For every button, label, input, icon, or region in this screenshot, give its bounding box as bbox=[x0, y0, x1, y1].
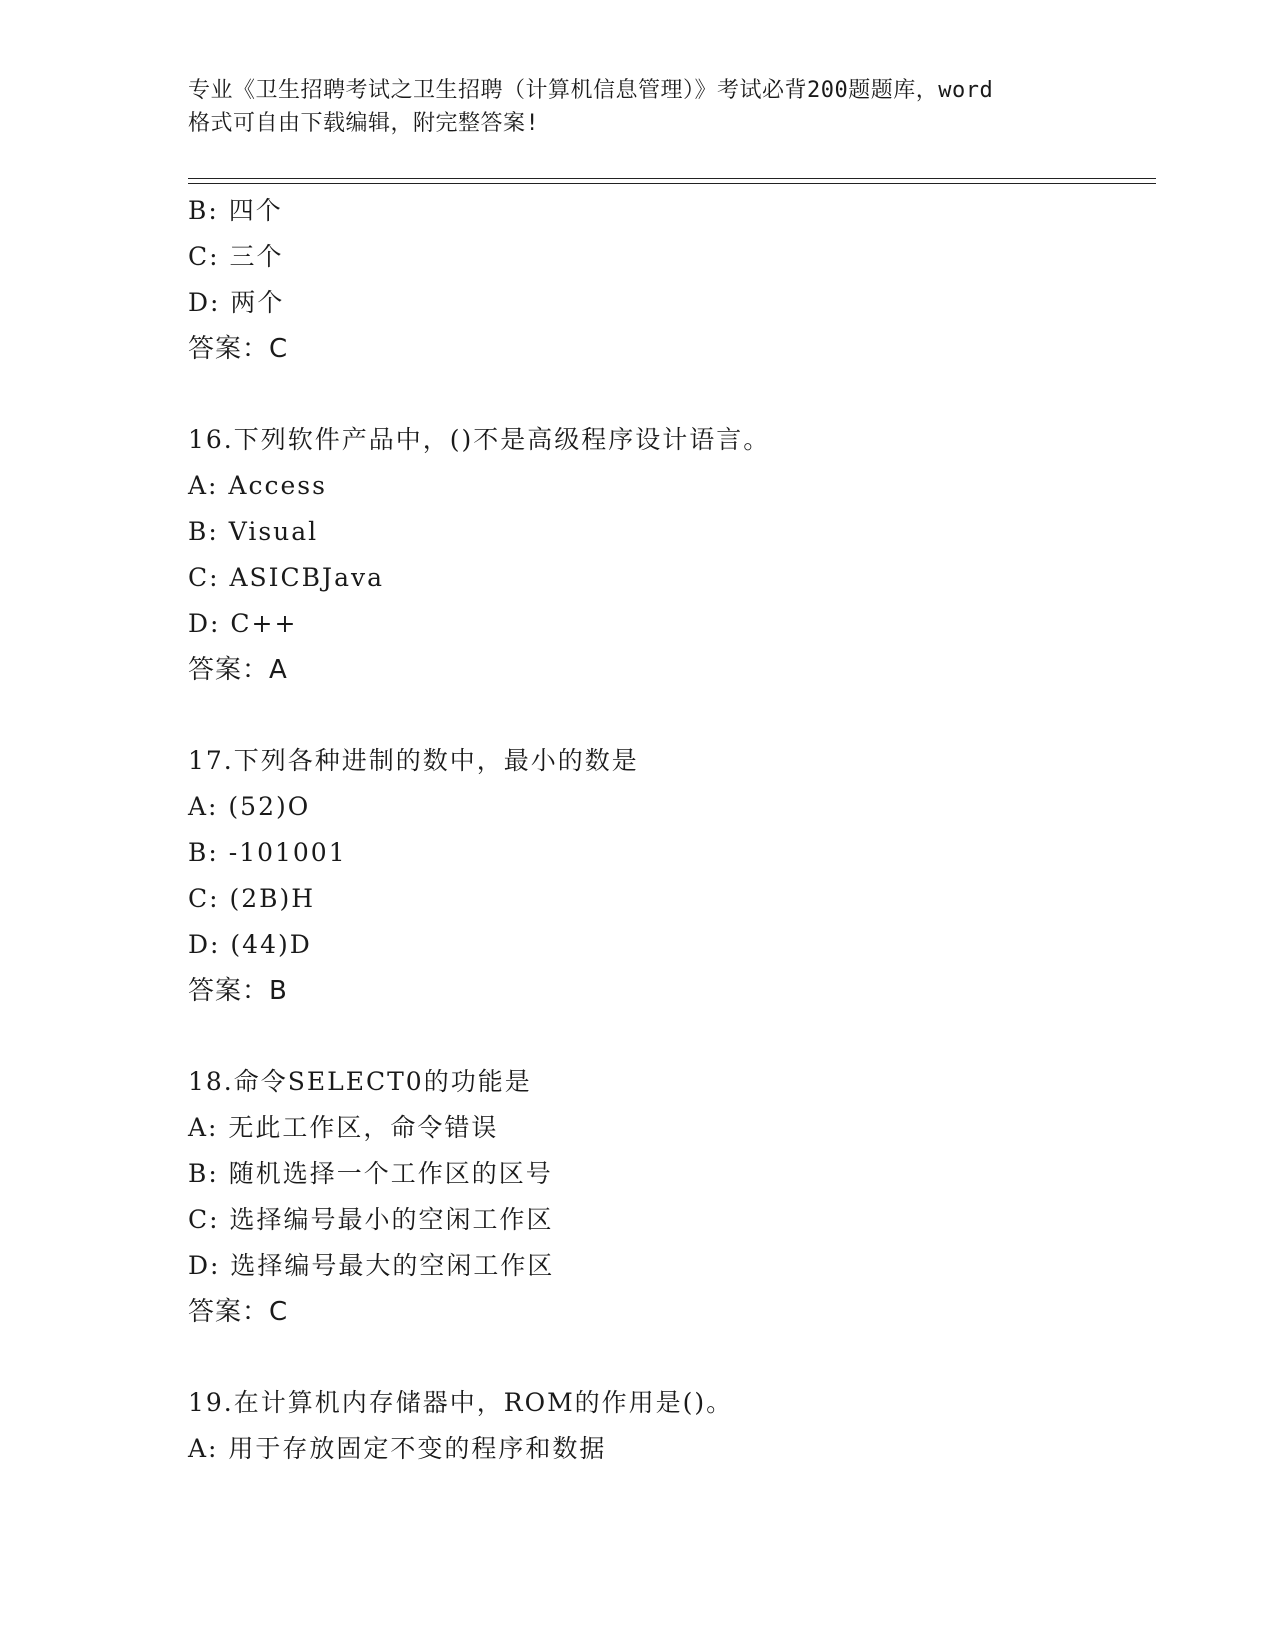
answer-label: 答案：A bbox=[188, 655, 288, 685]
option-d: D: 选择编号最大的空闲工作区 bbox=[188, 1251, 555, 1280]
question-15-tail bbox=[188, 188, 1148, 372]
answer-label: 答案：C bbox=[188, 1297, 289, 1327]
option-d: D: 两个 bbox=[188, 288, 285, 317]
option-b: B: -101001 bbox=[188, 838, 347, 867]
answer-label: 答案：B bbox=[188, 976, 288, 1006]
option-b: B: Visual bbox=[188, 517, 319, 546]
option-a: A: 无此工作区，命令错误 bbox=[188, 1113, 499, 1142]
header-line-1: 专业《卫生招聘考试之卫生招聘（计算机信息管理）》考试必背200题题库，word bbox=[188, 78, 994, 103]
option-b: B: 四个 bbox=[188, 196, 283, 225]
option-c: C: 选择编号最小的空闲工作区 bbox=[188, 1205, 554, 1234]
document-header bbox=[188, 74, 1088, 140]
option-b: B: 随机选择一个工作区的区号 bbox=[188, 1159, 553, 1188]
question-stem: 19.在计算机内存储器中，ROM的作用是()。 bbox=[188, 1388, 734, 1417]
question-stem: 17.下列各种进制的数中，最小的数是 bbox=[188, 746, 639, 775]
header-line-2: 格式可自由下载编辑，附完整答案! bbox=[188, 111, 540, 136]
option-a: A: (52)O bbox=[188, 792, 311, 821]
option-d: D: C++ bbox=[188, 609, 298, 638]
question-19 bbox=[188, 1380, 1148, 1472]
option-c: C: 三个 bbox=[188, 242, 284, 271]
option-d: D: (44)D bbox=[188, 930, 312, 959]
option-a: A: 用于存放固定不变的程序和数据 bbox=[188, 1434, 607, 1463]
question-list bbox=[188, 188, 1148, 1472]
option-c: C: ASICBJava bbox=[188, 563, 385, 592]
question-stem: 16.下列软件产品中，()不是高级程序设计语言。 bbox=[188, 425, 771, 454]
header-divider-top bbox=[188, 178, 1156, 179]
answer-label: 答案：C bbox=[188, 334, 289, 364]
question-17 bbox=[188, 738, 1148, 1014]
option-c: C: (2B)H bbox=[188, 884, 316, 913]
question-16 bbox=[188, 417, 1148, 693]
question-stem: 18.命令SELECT0的功能是 bbox=[188, 1067, 532, 1096]
header-divider-bottom bbox=[188, 183, 1156, 184]
question-18 bbox=[188, 1059, 1148, 1335]
option-a: A: Access bbox=[188, 471, 327, 500]
